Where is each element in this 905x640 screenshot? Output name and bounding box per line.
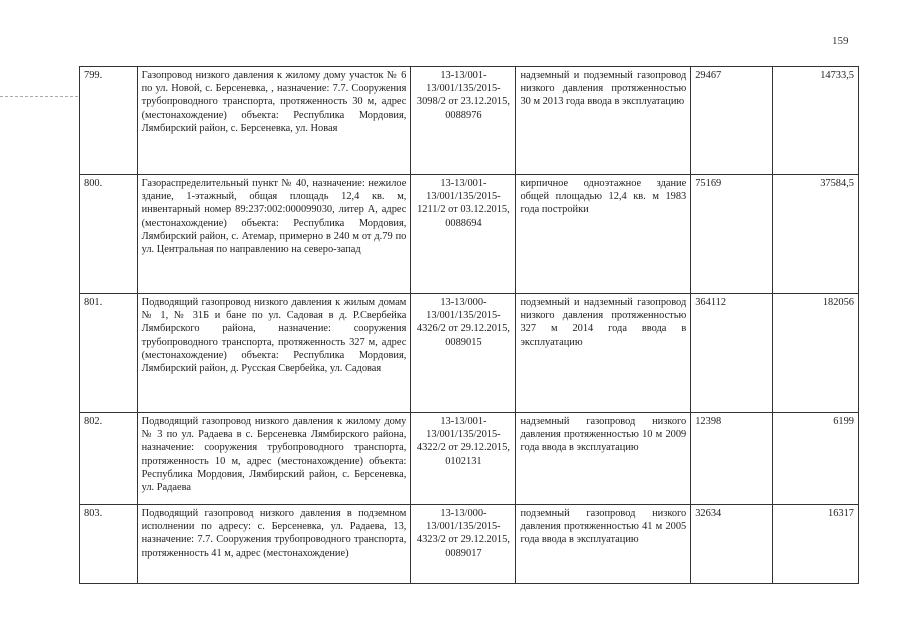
scan-artifact-line	[0, 96, 78, 97]
value-secondary: 16317	[773, 505, 859, 584]
row-number: 801.	[80, 294, 138, 413]
object-characteristics: кирпичное одноэтажное здание общей площадью 12,4 кв. м 1983 года постройки	[516, 175, 691, 294]
object-characteristics: надземный газопровод низкого давления протяженностью 10 м 2009 года ввода в эксплуатацию	[516, 413, 691, 505]
object-description: Подводящий газопровод низкого давления в подземном исполнении по адресу: с. Берсеневка, ул. Радаева, 13, назначение: 7.7. Сооружения трубопроводного транспорта, протяженность 41 м, адрес (местонахождение)	[137, 505, 411, 584]
value-primary: 12398	[691, 413, 773, 505]
row-number: 802.	[80, 413, 138, 505]
object-description: Газопровод низкого давления к жилому дому участок № 6 по ул. Новой, с. Берсеневка, , назначение: 7.7. Сооружения трубопроводного транспорта, протяженность 30 м, адрес (местонахождение) объекта: Республика Мордовия, Лямбирский район, с. Берсеневка, ул. Новая	[137, 67, 411, 175]
table-row	[80, 67, 859, 175]
registration-record: 13-13/001-13/001/135/2015-3098/2 от 23.12.2015, 0088976	[411, 67, 516, 175]
value-primary: 32634	[691, 505, 773, 584]
value-secondary: 182056	[773, 294, 859, 413]
object-characteristics: подземный и надземный газопровод низкого давления протяженностью 327 м 2014 года ввода в эксплуатацию	[516, 294, 691, 413]
value-primary: 75169	[691, 175, 773, 294]
object-description: Подводящий газопровод низкого давления к жилому дому № 3 по ул. Радаева в с. Берсеневка Лямбирского района, назначение: сооружения трубопроводного транспорта, протяженность 10 м, адрес (местонахождение) объекта: Республика Мордовия, Лямбирский район, с. Берсеневка, ул. Радаева	[137, 413, 411, 505]
row-number: 800.	[80, 175, 138, 294]
value-secondary: 37584,5	[773, 175, 859, 294]
page-number: 159	[832, 35, 849, 47]
value-secondary: 14733,5	[773, 67, 859, 175]
object-characteristics: подземный газопровод низкого давления протяженностью 41 м 2005 года ввода в эксплуатацию	[516, 505, 691, 584]
table-row	[80, 175, 859, 294]
row-number: 799.	[80, 67, 138, 175]
table-row	[80, 413, 859, 505]
object-description: Подводящий газопровод низкого давления к жилым домам № 1, № 31Б и бане по ул. Садовая в д. Р.Свербейка Лямбирского района, назначение: сооружения трубопроводного транспорта, протяженность 327 м, адрес (местонахождение) объекта: Республика Мордовия, Лямбирский район, д. Русская Свербейка, ул. Садовая	[137, 294, 411, 413]
value-secondary: 6199	[773, 413, 859, 505]
value-primary: 29467	[691, 67, 773, 175]
row-number: 803.	[80, 505, 138, 584]
object-characteristics: надземный и подземный газопровод низкого давления протяженностью 30 м 2013 года ввода в эксплуатацию	[516, 67, 691, 175]
value-primary: 364112	[691, 294, 773, 413]
registration-record: 13-13/001-13/001/135/2015-1211/2 от 03.12.2015, 0088694	[411, 175, 516, 294]
table-row	[80, 294, 859, 413]
registration-record: 13-13/000-13/001/135/2015-4326/2 от 29.12.2015, 0089015	[411, 294, 516, 413]
table-row	[80, 505, 859, 584]
property-registry-table	[79, 66, 859, 584]
object-description: Газораспределительный пункт № 40, назначение: нежилое здание, 1-этажный, общая площадь 12,4 кв. м, инвентарный номер 89:237:002:000099030, литер А, адрес (местонахождение) объекта: Республика Мордовия, Лямбирский район, с. Атемар, примерно в 240 м от д.79 по ул. Центральная по направлению на северо-запад	[137, 175, 411, 294]
registration-record: 13-13/000-13/001/135/2015-4323/2 от 29.12.2015, 0089017	[411, 505, 516, 584]
registration-record: 13-13/001-13/001/135/2015-4322/2 от 29.12.2015, 0102131	[411, 413, 516, 505]
